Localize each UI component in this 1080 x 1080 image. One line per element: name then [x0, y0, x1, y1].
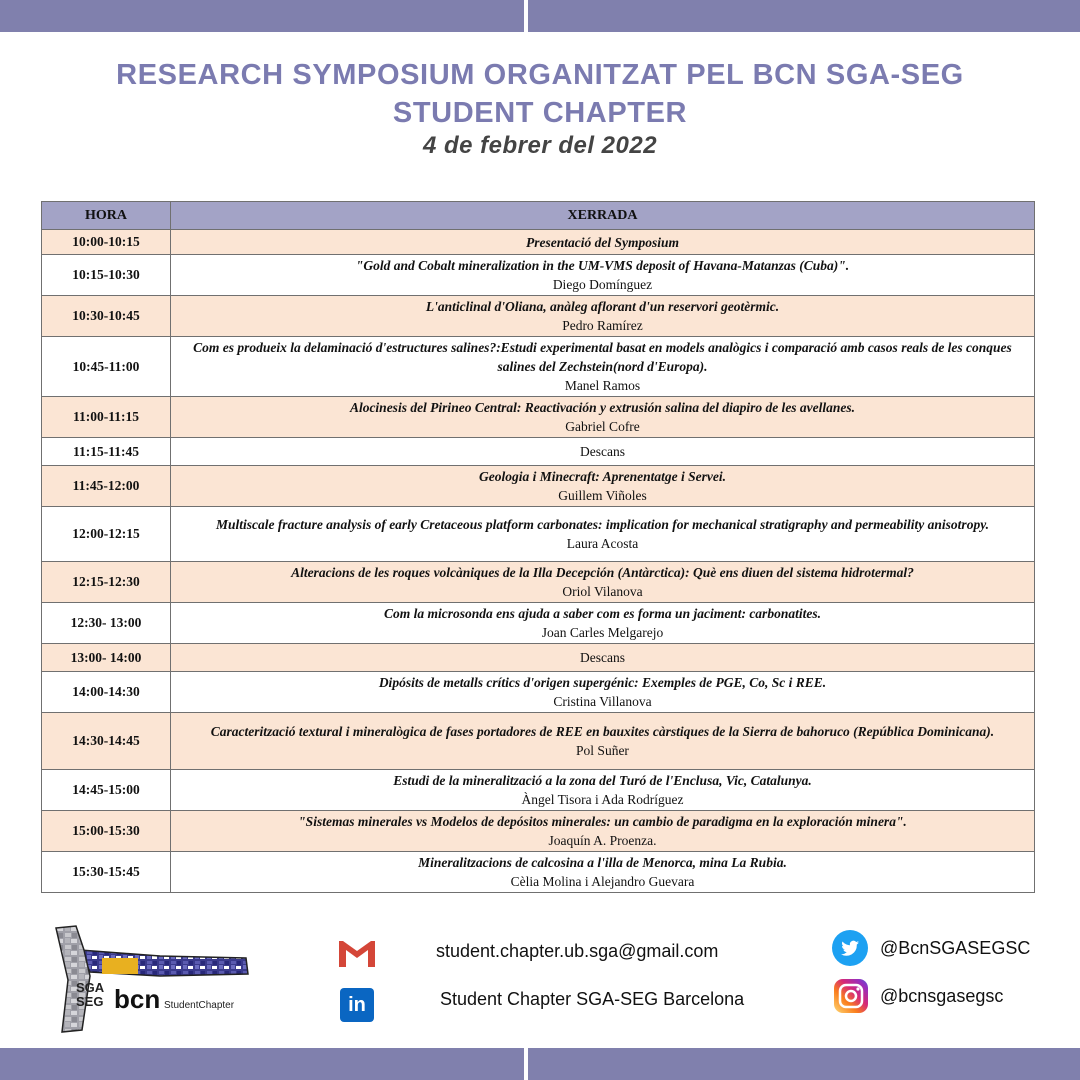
table-row	[42, 296, 1035, 337]
session-talk	[171, 603, 1035, 644]
session-time: 10:45-11:00	[42, 337, 171, 397]
break-label: Descans	[580, 650, 625, 665]
talk-title: Multiscale fracture analysis of early Cretaceous platform carbonates: implication for mechanical stratigraphy and permeability anisotropy.	[215, 517, 990, 532]
table-row	[42, 230, 1035, 255]
talk-speaker: Cèlia Molina i Alejandro Guevara	[510, 874, 695, 889]
session-time: 10:15-10:30	[42, 255, 171, 296]
session-talk	[171, 672, 1035, 713]
col-time-header: HORA	[42, 202, 171, 230]
table-row	[42, 397, 1035, 438]
session-time: 10:00-10:15	[42, 230, 171, 255]
talk-speaker: Manel Ramos	[564, 378, 641, 393]
schedule-table	[41, 201, 1035, 893]
session-time: 12:30- 13:00	[42, 603, 171, 644]
session-time: 12:15-12:30	[42, 562, 171, 603]
table-row	[42, 644, 1035, 672]
session-time: 11:00-11:15	[42, 397, 171, 438]
talk-title: Caracterització textural i mineralògica de fases portadores de REE en bauxites càrstiques de la Sierra de bahoruco (República Dominicana).	[210, 724, 995, 739]
logo-student-chapter: StudentChapter	[164, 1000, 235, 1011]
session-talk	[171, 397, 1035, 438]
title-line-2: STUDENT CHAPTER	[392, 97, 688, 129]
twitter-handle[interactable]: @BcnSGASEGSC	[880, 938, 1031, 958]
break-label: Descans	[580, 444, 625, 459]
logo-seg: SEG	[76, 994, 104, 1009]
session-talk	[171, 438, 1035, 466]
talk-title: L'anticlinal d'Oliana, anàleg aflorant d'un reservori geotèrmic.	[425, 299, 780, 314]
talk-title: Com la microsonda ens ajuda a saber com es forma un jaciment: carbonatites.	[384, 606, 821, 621]
col-talk-header: XERRADA	[171, 202, 1035, 230]
talk-title: "Gold and Cobalt mineralization in the UM-VMS deposit of Havana-Matanzas (Cuba)".	[355, 258, 850, 273]
logo-bcn: bcn	[114, 984, 161, 1014]
session-talk	[171, 852, 1035, 893]
talk-speaker: Pol Suñer	[576, 743, 629, 758]
session-time: 15:30-15:45	[42, 852, 171, 893]
session-time: 15:00-15:30	[42, 811, 171, 852]
table-header-row	[42, 202, 1035, 230]
session-talk	[171, 255, 1035, 296]
talk-title: Geologia i Minecraft: Aprenentatge i Servei.	[479, 469, 726, 484]
page-title	[40, 56, 1040, 132]
session-talk	[171, 466, 1035, 507]
session-time: 13:00- 14:00	[42, 644, 171, 672]
linkedin-icon[interactable]: in	[340, 988, 374, 1022]
title-line-1: RESEARCH SYMPOSIUM ORGANITZAT PEL BCN SGA-SEG	[116, 59, 964, 91]
talk-speaker: Pedro Ramírez	[562, 318, 643, 333]
talk-speaker: Joaquín A. Proenza.	[548, 833, 657, 848]
session-talk	[171, 230, 1035, 255]
talk-title: Alteracions de les roques volcàniques de la Illa Decepción (Antàrctica): Què ens diuen del sistema hidrotermal?	[291, 565, 914, 580]
email-link[interactable]: student.chapter.ub.sga@gmail.com	[436, 941, 719, 961]
table-row	[42, 438, 1035, 466]
session-talk	[171, 296, 1035, 337]
table-row	[42, 852, 1035, 893]
event-date: 4 de febrer del 2022	[422, 132, 658, 159]
logo-sga: SGA	[76, 980, 105, 995]
table-row	[42, 466, 1035, 507]
table-row	[42, 507, 1035, 562]
session-time: 14:00-14:30	[42, 672, 171, 713]
instagram-icon[interactable]	[834, 979, 868, 1013]
talk-title: Mineralitzacions de calcosina a l'illa de Menorca, mina La Rubia.	[418, 855, 787, 870]
session-talk	[171, 337, 1035, 397]
talk-title: Presentació del Symposium	[526, 234, 679, 250]
bottom-band	[0, 1048, 1080, 1080]
session-talk	[171, 562, 1035, 603]
top-band	[0, 0, 1080, 32]
talk-title: Dipósits de metalls crítics d'origen supergénic: Exemples de PGE, Co, Sc i REE.	[378, 675, 827, 690]
session-time: 12:00-12:15	[42, 507, 171, 562]
table-row	[42, 713, 1035, 770]
talk-title: "Sistemas minerales vs Modelos de depósitos minerales: un cambio de paradigma en la exploración minera".	[298, 814, 907, 829]
session-talk	[171, 507, 1035, 562]
session-time: 10:30-10:45	[42, 296, 171, 337]
talk-speaker: Joan Carles Melgarejo	[541, 625, 664, 640]
table-row	[42, 603, 1035, 644]
table-row	[42, 672, 1035, 713]
talk-title: Com es produeix la delaminació d'estructures salines?:Estudi experimental basat en models analògics i comparació amb casos reals de les conques salines del Zechstein(nord d'Europa).	[193, 340, 1012, 374]
table-row	[42, 811, 1035, 852]
linkedin-link[interactable]: Student Chapter SGA-SEG Barcelona	[440, 989, 745, 1009]
session-time: 14:30-14:45	[42, 713, 171, 770]
instagram-handle[interactable]: @bcnsgasegsc	[880, 986, 1004, 1006]
session-talk	[171, 713, 1035, 770]
session-talk	[171, 644, 1035, 672]
talk-title: Alocinesis del Pirineo Central: Reactivación y extrusión salina del diapiro de les avellanes.	[349, 400, 856, 415]
talk-speaker: Àngel Tisora i Ada Rodríguez	[521, 792, 684, 807]
session-time: 14:45-15:00	[42, 770, 171, 811]
twitter-icon[interactable]	[832, 930, 868, 966]
talk-title: Estudi de la mineralització a la zona del Turó de l'Enclusa, Vic, Catalunya.	[393, 773, 812, 788]
table-row	[42, 255, 1035, 296]
session-talk	[171, 770, 1035, 811]
gmail-icon[interactable]	[337, 937, 377, 969]
table-row	[42, 562, 1035, 603]
talk-speaker: Oriol Vilanova	[562, 584, 643, 599]
session-time: 11:15-11:45	[42, 438, 171, 466]
talk-speaker: Gabriel Cofre	[565, 419, 640, 434]
talk-speaker: Guillem Viñoles	[558, 488, 647, 503]
session-time: 11:45-12:00	[42, 466, 171, 507]
table-row	[42, 770, 1035, 811]
talk-speaker: Cristina Villanova	[553, 694, 652, 709]
talk-speaker: Laura Acosta	[566, 536, 639, 551]
sga-seg-bcn-logo	[50, 920, 270, 1040]
table-row	[42, 337, 1035, 397]
talk-speaker: Diego Domínguez	[552, 277, 653, 292]
session-talk	[171, 811, 1035, 852]
